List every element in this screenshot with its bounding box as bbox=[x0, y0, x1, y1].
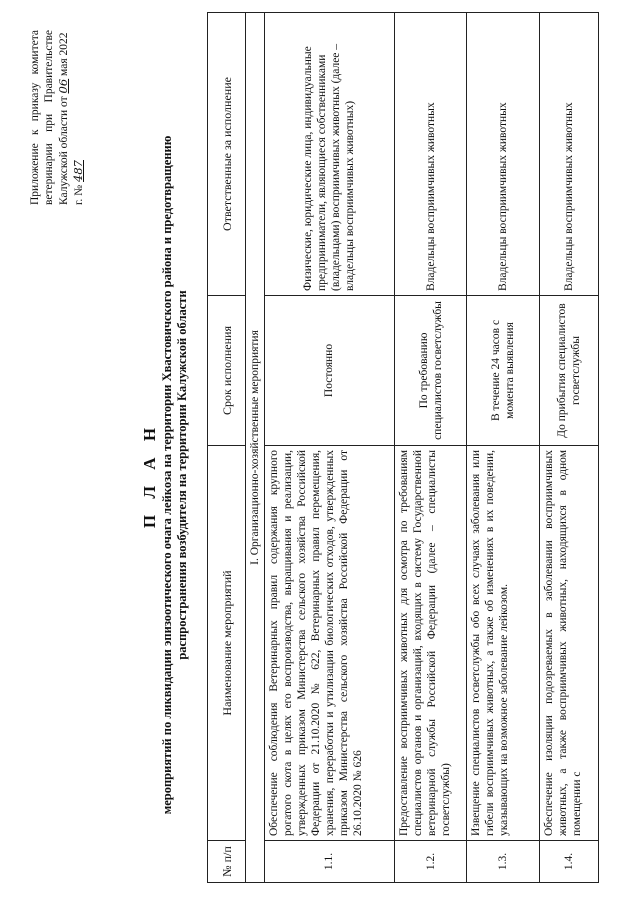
appendix-under: при bbox=[43, 113, 55, 132]
row-term: По требованию специалистов госветслужбы bbox=[394, 296, 467, 446]
appendix-order: приказу bbox=[29, 82, 41, 122]
row-measure: Предоставление восприимчивых животных для осмотра по требованиям специалистов органов и организаций, входящих в систему Государственной ветеринарной службы Российской Федерации (далее – специалисты госветслужбы) bbox=[394, 446, 467, 841]
header-responsible: Ответственные за исполнение bbox=[208, 13, 246, 296]
header-name: Наименование мероприятий bbox=[208, 446, 246, 841]
plan-subtitle-line1: мероприятий по ликвидации эпизоотического очага лейкоза на территории Хвастовичского района и предотвращению bbox=[160, 135, 174, 815]
row-term: До прибытия специалистов госветслужбы bbox=[540, 296, 599, 446]
plan-subtitle bbox=[160, 125, 190, 825]
appendix-committee: комитета bbox=[29, 30, 41, 75]
appendix-date-prefix: Калужской области от bbox=[58, 96, 70, 205]
row-number: 1.1. bbox=[265, 841, 394, 883]
row-number: 1.3. bbox=[467, 841, 540, 883]
row-measure: Обеспечение изоляции подозреваемых в заболевании восприимчивых животных, а также восприимчивых животных, находящихся в одном помещении с bbox=[540, 446, 599, 841]
plan-subtitle-line2: распространения возбудителя на территории Калужской области bbox=[175, 290, 189, 660]
table-row bbox=[540, 13, 599, 883]
appendix-word: Приложение bbox=[29, 143, 41, 205]
appendix-number: 487 bbox=[71, 160, 85, 182]
table-row bbox=[467, 13, 540, 883]
table-row bbox=[265, 13, 394, 883]
row-measure: Обеспечение соблюдения Ветеринарных правил содержания крупного рогатого скота в целях его воспроизводства, выращивания и реализации, утвержденных приказом Министерства сельского хозяйства Российской Федерации от 21.10.2020 № 622, Ветеринарных правил перемещения, хранения, переработки и утилизации биологических отходов, утвержденных приказом Министерства сельского хозяйства Российской Федерации от 26.10.2020 № 626 bbox=[265, 446, 394, 841]
appendix-date-middle: мая 2022 г. № bbox=[58, 32, 85, 205]
row-measure: Извещение специалистов госветслужбы обо всех случаях заболевания или гибели восприимчивых животных, а также об изменениях в их поведении, указывающих на возможное заболевание лейкозом. bbox=[467, 446, 540, 841]
row-term: Постоянно bbox=[265, 296, 394, 446]
header-num: № п/п bbox=[208, 841, 246, 883]
header-term: Срок исполнения bbox=[208, 296, 246, 446]
measures-table bbox=[207, 12, 599, 883]
appendix-government: Правительстве bbox=[43, 30, 55, 103]
row-term: В течение 24 часов с момента выявления bbox=[467, 296, 540, 446]
row-number: 1.2. bbox=[394, 841, 467, 883]
plan-title: П Л А Н bbox=[140, 421, 159, 529]
row-responsible: Владельцы восприимчивых животных bbox=[467, 13, 540, 296]
row-responsible: Владельцы восприимчивых животных bbox=[394, 13, 467, 296]
appendix-day: 06 bbox=[56, 78, 70, 94]
table-row bbox=[394, 13, 467, 883]
section-title: I. Организационно-хозяйственные мероприятия bbox=[246, 13, 265, 883]
appendix-to: к bbox=[29, 129, 41, 136]
row-responsible: Владельцы восприимчивых животных bbox=[540, 13, 599, 296]
row-number: 1.4. bbox=[540, 841, 599, 883]
appendix-note bbox=[28, 30, 86, 205]
appendix-vet: ветеринарии bbox=[43, 143, 55, 205]
row-responsible: Физические, юридические лица, индивидуальные предприниматели, являющиеся собственниками (владельцами) восприимчивых животных (далее – владельцы восприимчивых животных) bbox=[265, 13, 394, 296]
